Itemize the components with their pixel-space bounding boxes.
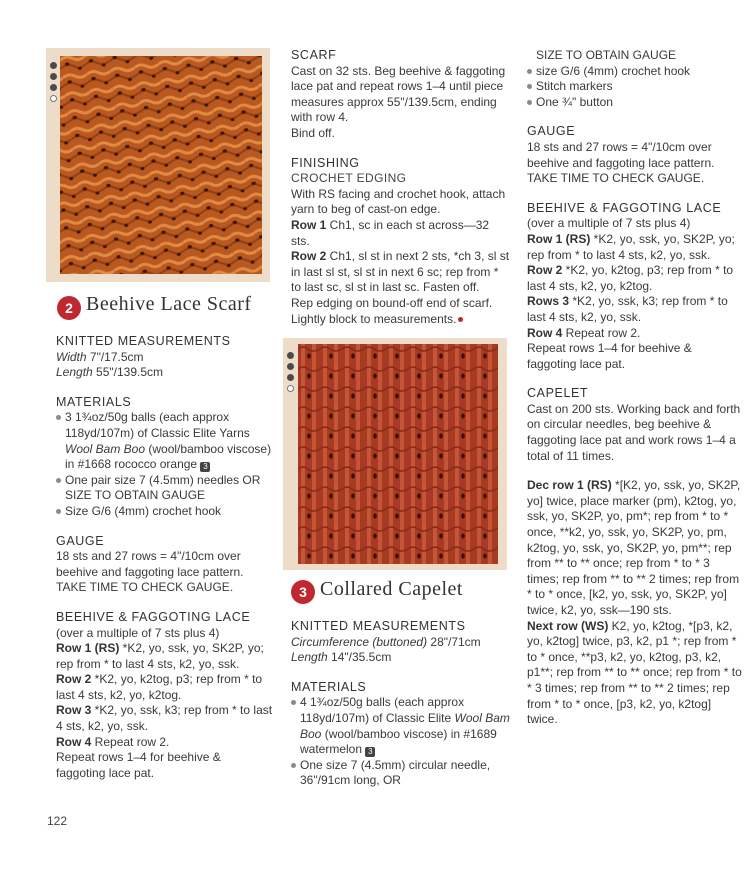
crochet-edging-subheading: CROCHET EDGING bbox=[291, 171, 407, 186]
end-mark-icon bbox=[458, 317, 463, 322]
circumference-measurement: Circumference (buttoned) 28"/71cm bbox=[291, 634, 481, 649]
page-number: 122 bbox=[47, 814, 68, 828]
stitch-row-4: Row 4 Repeat row 2. bbox=[56, 734, 170, 749]
materials-needles-item: One pair size 7 (4.5mm) needles OR SIZE TO OBTAIN GAUGE bbox=[56, 473, 276, 504]
stitch-row-2: Row 2 *K2, yo, k2tog, p3; rep from * to last 4 sts, k2, yo, k2tog. bbox=[527, 263, 734, 293]
skill-level-dots-icon bbox=[50, 62, 58, 106]
length-measurement: Length 14"/35.5cm bbox=[291, 650, 392, 665]
materials-needle-item: One size 7 (4.5mm) circular needle, 36"/91cm long, OR bbox=[291, 758, 511, 789]
length-measurement: Length 55"/139.5cm bbox=[56, 365, 164, 380]
scarf-text: Cast on 32 sts. Beg beehive & faggoting lace pat and repeat rows 1–4 until piece measures approx 55"/139.5cm, ending with row 4. bbox=[291, 63, 506, 125]
pattern-title: Beehive Lace Scarf bbox=[86, 293, 252, 315]
stitch-heading: BEEHIVE & FAGGOTING LACE bbox=[56, 609, 251, 624]
materials-hook-item: Size G/6 (4mm) crochet hook bbox=[56, 504, 276, 520]
pattern-title: Collared Capelet bbox=[320, 578, 463, 600]
edging-row-1: Row 1 Ch1, sc in each st across—32 sts. bbox=[291, 217, 490, 248]
materials-needle-item-continued: SIZE TO OBTAIN GAUGE bbox=[536, 48, 677, 62]
finishing-end: Rep edging on bound-off end of scarf. Lightly block to measurements. bbox=[291, 295, 493, 326]
capelet-text: Cast on 200 sts. Working back and forth on circular needles, beg beehive & faggoting lace pat and work rows 1–4 a total of 11 times. bbox=[527, 401, 741, 463]
stitch-row-1: Row 1 (RS) *K2, yo, ssk, yo, SK2P, yo; rep from * to last 4 sts, k2, yo, ssk. bbox=[56, 641, 264, 671]
pattern-number-badge: 3 bbox=[291, 580, 315, 604]
finishing-heading: FINISHING bbox=[291, 155, 360, 170]
materials-markers-item: Stitch markers bbox=[527, 79, 742, 95]
pattern-number-badge: 2 bbox=[57, 296, 81, 320]
capelet-swatch-image bbox=[298, 344, 498, 564]
scarf-bind-off: Bind off. bbox=[291, 125, 335, 140]
materials-button-item: One ¾" button bbox=[527, 95, 742, 111]
gauge-heading: GAUGE bbox=[527, 124, 576, 139]
materials-yarn-item: 3 1¾oz/50g balls (each approx 118yd/107m) of Classic Elite Yarns Wool Bam Boo (wool/bamboo viscose) in #1668 rococco orange 3 bbox=[56, 410, 276, 472]
gauge-heading: GAUGE bbox=[56, 533, 105, 548]
yarn-weight-icon: 3 bbox=[200, 462, 210, 472]
stitch-row-3: Rows 3 *K2, yo, ssk, k3; rep from * to last 4 sts, k2, yo, ssk. bbox=[527, 294, 728, 324]
stitch-row-2: Row 2 *K2, yo, k2tog, p3; rep from * to last 4 sts, k2, yo, k2tog. bbox=[56, 672, 263, 702]
stitch-row-3: Row 3 *K2, yo, ssk, k3; rep from * to last 4 sts, k2, yo, ssk. bbox=[56, 703, 273, 734]
next-row-ws: Next row (WS) K2, yo, k2tog, *[p3, k2, yo, k2tog] twice, p3, k2, p1 *; rep from * to * once, **p3, k2, yo, k2tog, p3, k2, p1**; rep from ** to ** once; rep from * to * 3 times; rep from ** to ** 2 times; rep from * to * once, [p3, k2, yo, k2tog] twice. bbox=[527, 618, 742, 727]
materials-hook-item: size G/6 (4mm) crochet hook bbox=[527, 64, 742, 80]
knitted-measurements-heading: KNITTED MEASUREMENTS bbox=[291, 619, 466, 633]
yarn-weight-icon: 3 bbox=[365, 747, 375, 757]
materials-yarn-item: 4 1¾oz/50g balls (each approx 118yd/107m) of Classic Elite Wool Bam Boo (wool/bamboo viscose) in #1689 watermelon 3 bbox=[291, 695, 511, 757]
skill-level-dots-icon bbox=[287, 352, 295, 396]
stitch-heading: BEEHIVE & FAGGOTING LACE bbox=[527, 200, 722, 215]
materials-heading: MATERIALS bbox=[291, 679, 367, 694]
gauge-text: 18 sts and 27 rows = 4"/10cm over beehive and faggoting lace pattern. TAKE TIME TO CHECK GAUGE. bbox=[56, 549, 244, 595]
stitch-row-4: Row 4 Repeat row 2. bbox=[527, 325, 641, 340]
stitch-repeat: Repeat rows 1–4 for beehive & faggoting lace pat. bbox=[56, 750, 221, 780]
edging-row-2: Row 2 Ch1, sl st in next 2 sts, *ch 3, sl st in last sl st, sl st in next 6 sc; rep from * to last sc, sl st in last sc. Fasten off. bbox=[291, 249, 510, 295]
scarf-details-column bbox=[56, 334, 276, 781]
finishing-text: With RS facing and crochet hook, attach yarn to beg of cast-on edge. bbox=[291, 186, 506, 217]
capelet-instructions-column bbox=[527, 48, 742, 728]
gauge-text: 18 sts and 27 rows = 4"/10cm over beehive and faggoting lace pattern. TAKE TIME TO CHECK GAUGE. bbox=[527, 139, 715, 186]
stitch-intro: (over a multiple of 7 sts plus 4) bbox=[56, 625, 220, 640]
scarf-swatch-image bbox=[60, 56, 262, 274]
stitch-intro: (over a multiple of 7 sts plus 4) bbox=[527, 216, 691, 231]
capelet-heading: CAPELET bbox=[527, 386, 589, 401]
stitch-repeat: Repeat rows 1–4 for beehive & faggoting lace pat. bbox=[527, 341, 692, 371]
stitch-row-1: Row 1 (RS) *K2, yo, ssk, yo, SK2P, yo; rep from * to last 4 sts, k2, yo, ssk. bbox=[527, 231, 735, 262]
scarf-heading: SCARF bbox=[291, 48, 337, 62]
materials-heading: MATERIALS bbox=[56, 394, 132, 409]
scarf-instructions-column bbox=[291, 48, 511, 327]
capelet-details-column bbox=[291, 619, 511, 789]
knitted-measurements-heading: KNITTED MEASUREMENTS bbox=[56, 334, 231, 348]
width-measurement: Width 7"/17.5cm bbox=[56, 349, 144, 364]
dec-row-1: Dec row 1 (RS) *[K2, yo, ssk, yo, SK2P, yo] twice, place marker (pm), k2tog, yo, ssk, yo, SK2P, yo, pm*; rep from * to * once, **k2, yo, ssk, yo, SK2P, yo, pm, k2tog, yo, ssk, yo, SK2P, yo, pm**; rep from ** to ** once; rep from * to * 3 times; rep from ** to ** 2 times; rep from * to * once, [k2, yo, ssk, yo, SK2P, yo] twice, k2, yo, ssk—190 sts. bbox=[527, 478, 741, 617]
